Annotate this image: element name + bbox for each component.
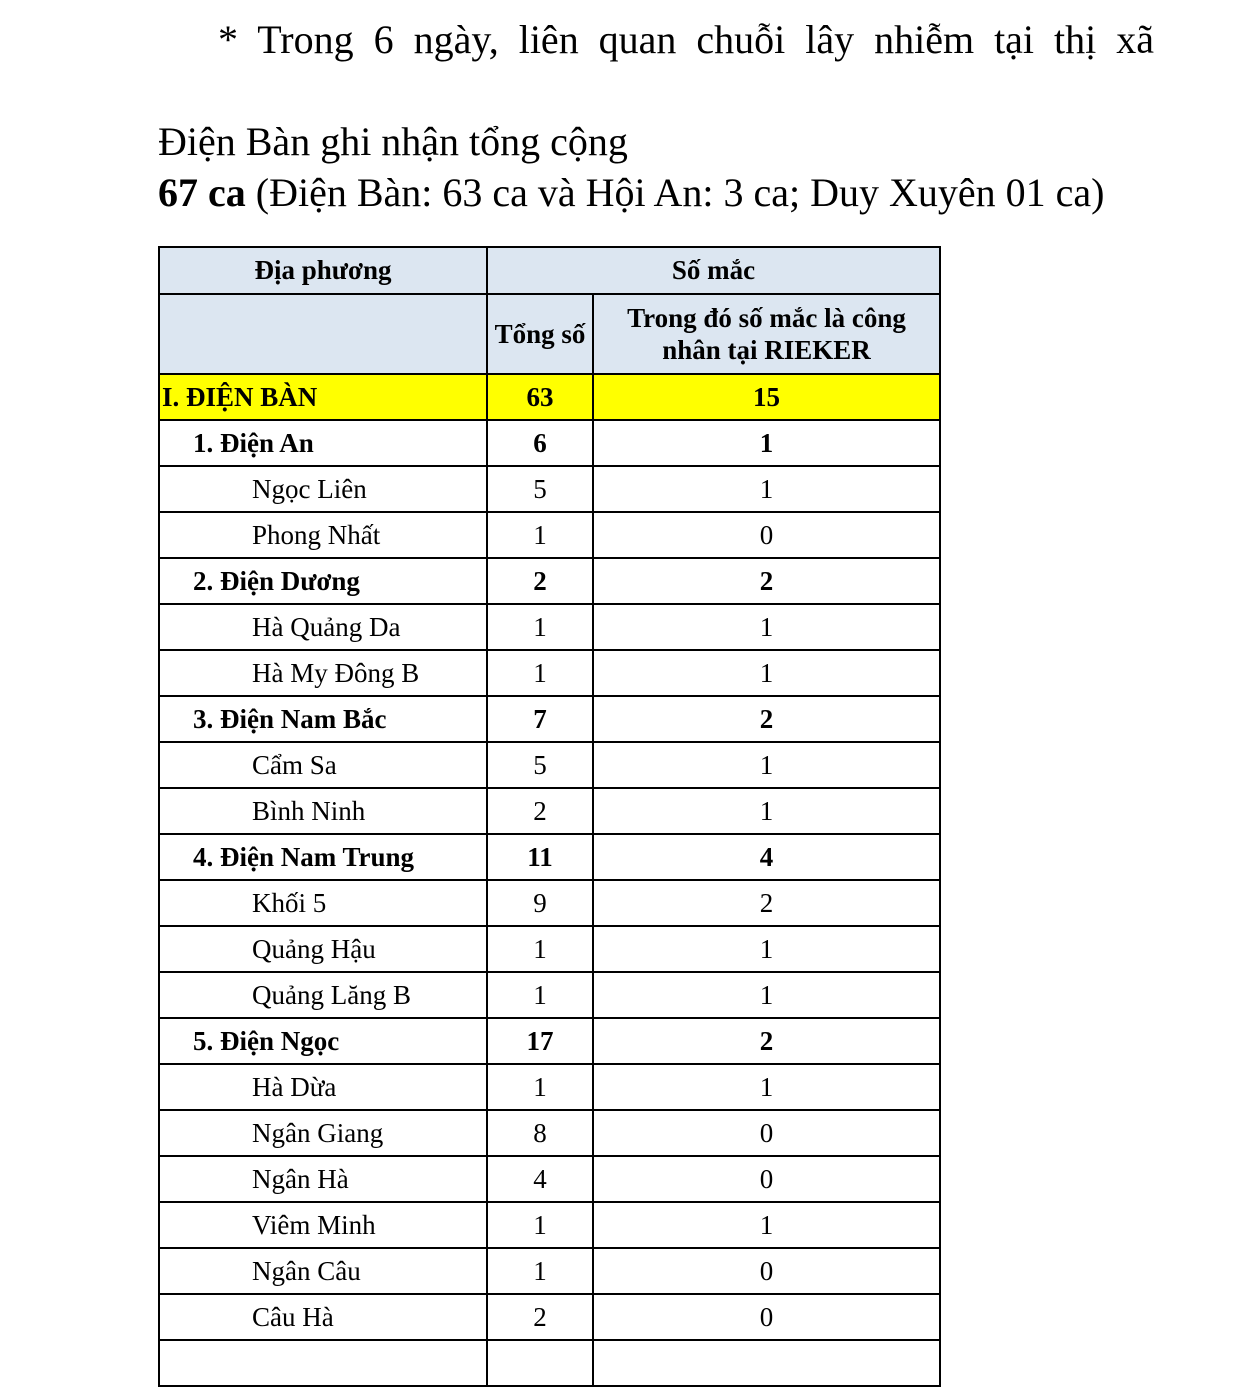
header-rieker: Trong đó số mắc là công nhân tại RIEKER	[593, 294, 940, 374]
table-row	[159, 512, 940, 558]
total-cell: 63	[487, 374, 593, 420]
total-cell: 2	[487, 558, 593, 604]
intro-paragraph	[158, 14, 1154, 218]
locality-cell: Phong Nhất	[159, 512, 487, 558]
locality-cell: Viêm Minh	[159, 1202, 487, 1248]
rieker-cell: 15	[593, 374, 940, 420]
total-cell: 7	[487, 696, 593, 742]
rieker-cell: 0	[593, 1294, 940, 1340]
locality-cell: Ngân Giang	[159, 1110, 487, 1156]
rieker-cell: 2	[593, 1018, 940, 1064]
table-row	[159, 1202, 940, 1248]
locality-cell: Hà Quảng Da	[159, 604, 487, 650]
table-row	[159, 650, 940, 696]
locality-cell: 4. Điện Nam Trung	[159, 834, 487, 880]
total-cell: 1	[487, 604, 593, 650]
table-row	[159, 374, 940, 420]
total-cell: 1	[487, 926, 593, 972]
locality-cell: Cẩm Sa	[159, 742, 487, 788]
table-body	[159, 374, 940, 1386]
rieker-cell: 1	[593, 742, 940, 788]
locality-cell: Ngân Câu	[159, 1248, 487, 1294]
total-cell	[487, 1340, 593, 1386]
table-row	[159, 1064, 940, 1110]
table-row	[159, 1018, 940, 1064]
rieker-cell: 1	[593, 1064, 940, 1110]
locality-cell: Ngọc Liên	[159, 466, 487, 512]
locality-cell: Hà Dừa	[159, 1064, 487, 1110]
table-row	[159, 972, 940, 1018]
rieker-cell: 1	[593, 788, 940, 834]
table-subheader-row	[159, 294, 940, 374]
total-cell: 2	[487, 1294, 593, 1340]
rieker-cell	[593, 1340, 940, 1386]
rieker-cell: 4	[593, 834, 940, 880]
rieker-cell: 2	[593, 696, 940, 742]
total-cell: 2	[487, 788, 593, 834]
table-row	[159, 880, 940, 926]
rieker-cell: 1	[593, 466, 940, 512]
locality-cell: 5. Điện Ngọc	[159, 1018, 487, 1064]
total-cell: 1	[487, 972, 593, 1018]
table-row	[159, 1248, 940, 1294]
locality-cell: Bình Ninh	[159, 788, 487, 834]
cases-breakdown: (Điện Bàn: 63 ca và Hội An: 3 ca; Duy Xuyên 01 ca)	[245, 170, 1105, 215]
locality-cell: Hà My Đông B	[159, 650, 487, 696]
table-row	[159, 1110, 940, 1156]
table-row	[159, 696, 940, 742]
table-row	[159, 1340, 940, 1386]
locality-cell: 1. Điện An	[159, 420, 487, 466]
total-cell: 1	[487, 1248, 593, 1294]
table-row	[159, 926, 940, 972]
table-row	[159, 420, 940, 466]
rieker-cell: 0	[593, 1248, 940, 1294]
rieker-cell: 0	[593, 512, 940, 558]
header-locality: Địa phương	[159, 247, 487, 294]
intro-line-3	[158, 167, 1154, 218]
rieker-cell: 0	[593, 1156, 940, 1202]
header-total: Tổng số	[487, 294, 593, 374]
rieker-cell: 1	[593, 972, 940, 1018]
total-cell: 11	[487, 834, 593, 880]
intro-line-2: Điện Bàn ghi nhận tổng cộng	[158, 119, 628, 164]
rieker-cell: 1	[593, 650, 940, 696]
total-cell: 4	[487, 1156, 593, 1202]
total-cases: 67 ca	[158, 170, 246, 215]
rieker-cell: 0	[593, 1110, 940, 1156]
table-row	[159, 788, 940, 834]
total-cell: 1	[487, 512, 593, 558]
total-cell: 1	[487, 1064, 593, 1110]
rieker-cell: 2	[593, 558, 940, 604]
total-cell: 5	[487, 466, 593, 512]
total-cell: 9	[487, 880, 593, 926]
table-row	[159, 558, 940, 604]
total-cell: 17	[487, 1018, 593, 1064]
table-header-row	[159, 247, 940, 294]
total-cell: 1	[487, 1202, 593, 1248]
table-row	[159, 1156, 940, 1202]
total-cell: 8	[487, 1110, 593, 1156]
table-row	[159, 466, 940, 512]
locality-cell: 2. Điện Dương	[159, 558, 487, 604]
header-cases: Số mắc	[487, 247, 940, 294]
total-cell: 6	[487, 420, 593, 466]
cases-table	[158, 246, 941, 1387]
total-cell: 5	[487, 742, 593, 788]
locality-cell: Khối 5	[159, 880, 487, 926]
table-row	[159, 742, 940, 788]
rieker-cell: 1	[593, 604, 940, 650]
header-locality-blank	[159, 294, 487, 374]
table-row	[159, 1294, 940, 1340]
locality-cell: Quảng Hậu	[159, 926, 487, 972]
table-row	[159, 834, 940, 880]
locality-cell: Câu Hà	[159, 1294, 487, 1340]
rieker-cell: 2	[593, 880, 940, 926]
locality-cell	[159, 1340, 487, 1386]
locality-cell: I. ĐIỆN BÀN	[159, 374, 487, 420]
locality-cell: Quảng Lăng B	[159, 972, 487, 1018]
total-cell: 1	[487, 650, 593, 696]
rieker-cell: 1	[593, 1202, 940, 1248]
table-row	[159, 604, 940, 650]
intro-line-1: * Trong 6 ngày, liên quan chuỗi lây nhiễm tại thị xã	[218, 17, 1154, 62]
rieker-cell: 1	[593, 420, 940, 466]
rieker-cell: 1	[593, 926, 940, 972]
locality-cell: Ngân Hà	[159, 1156, 487, 1202]
locality-cell: 3. Điện Nam Bắc	[159, 696, 487, 742]
